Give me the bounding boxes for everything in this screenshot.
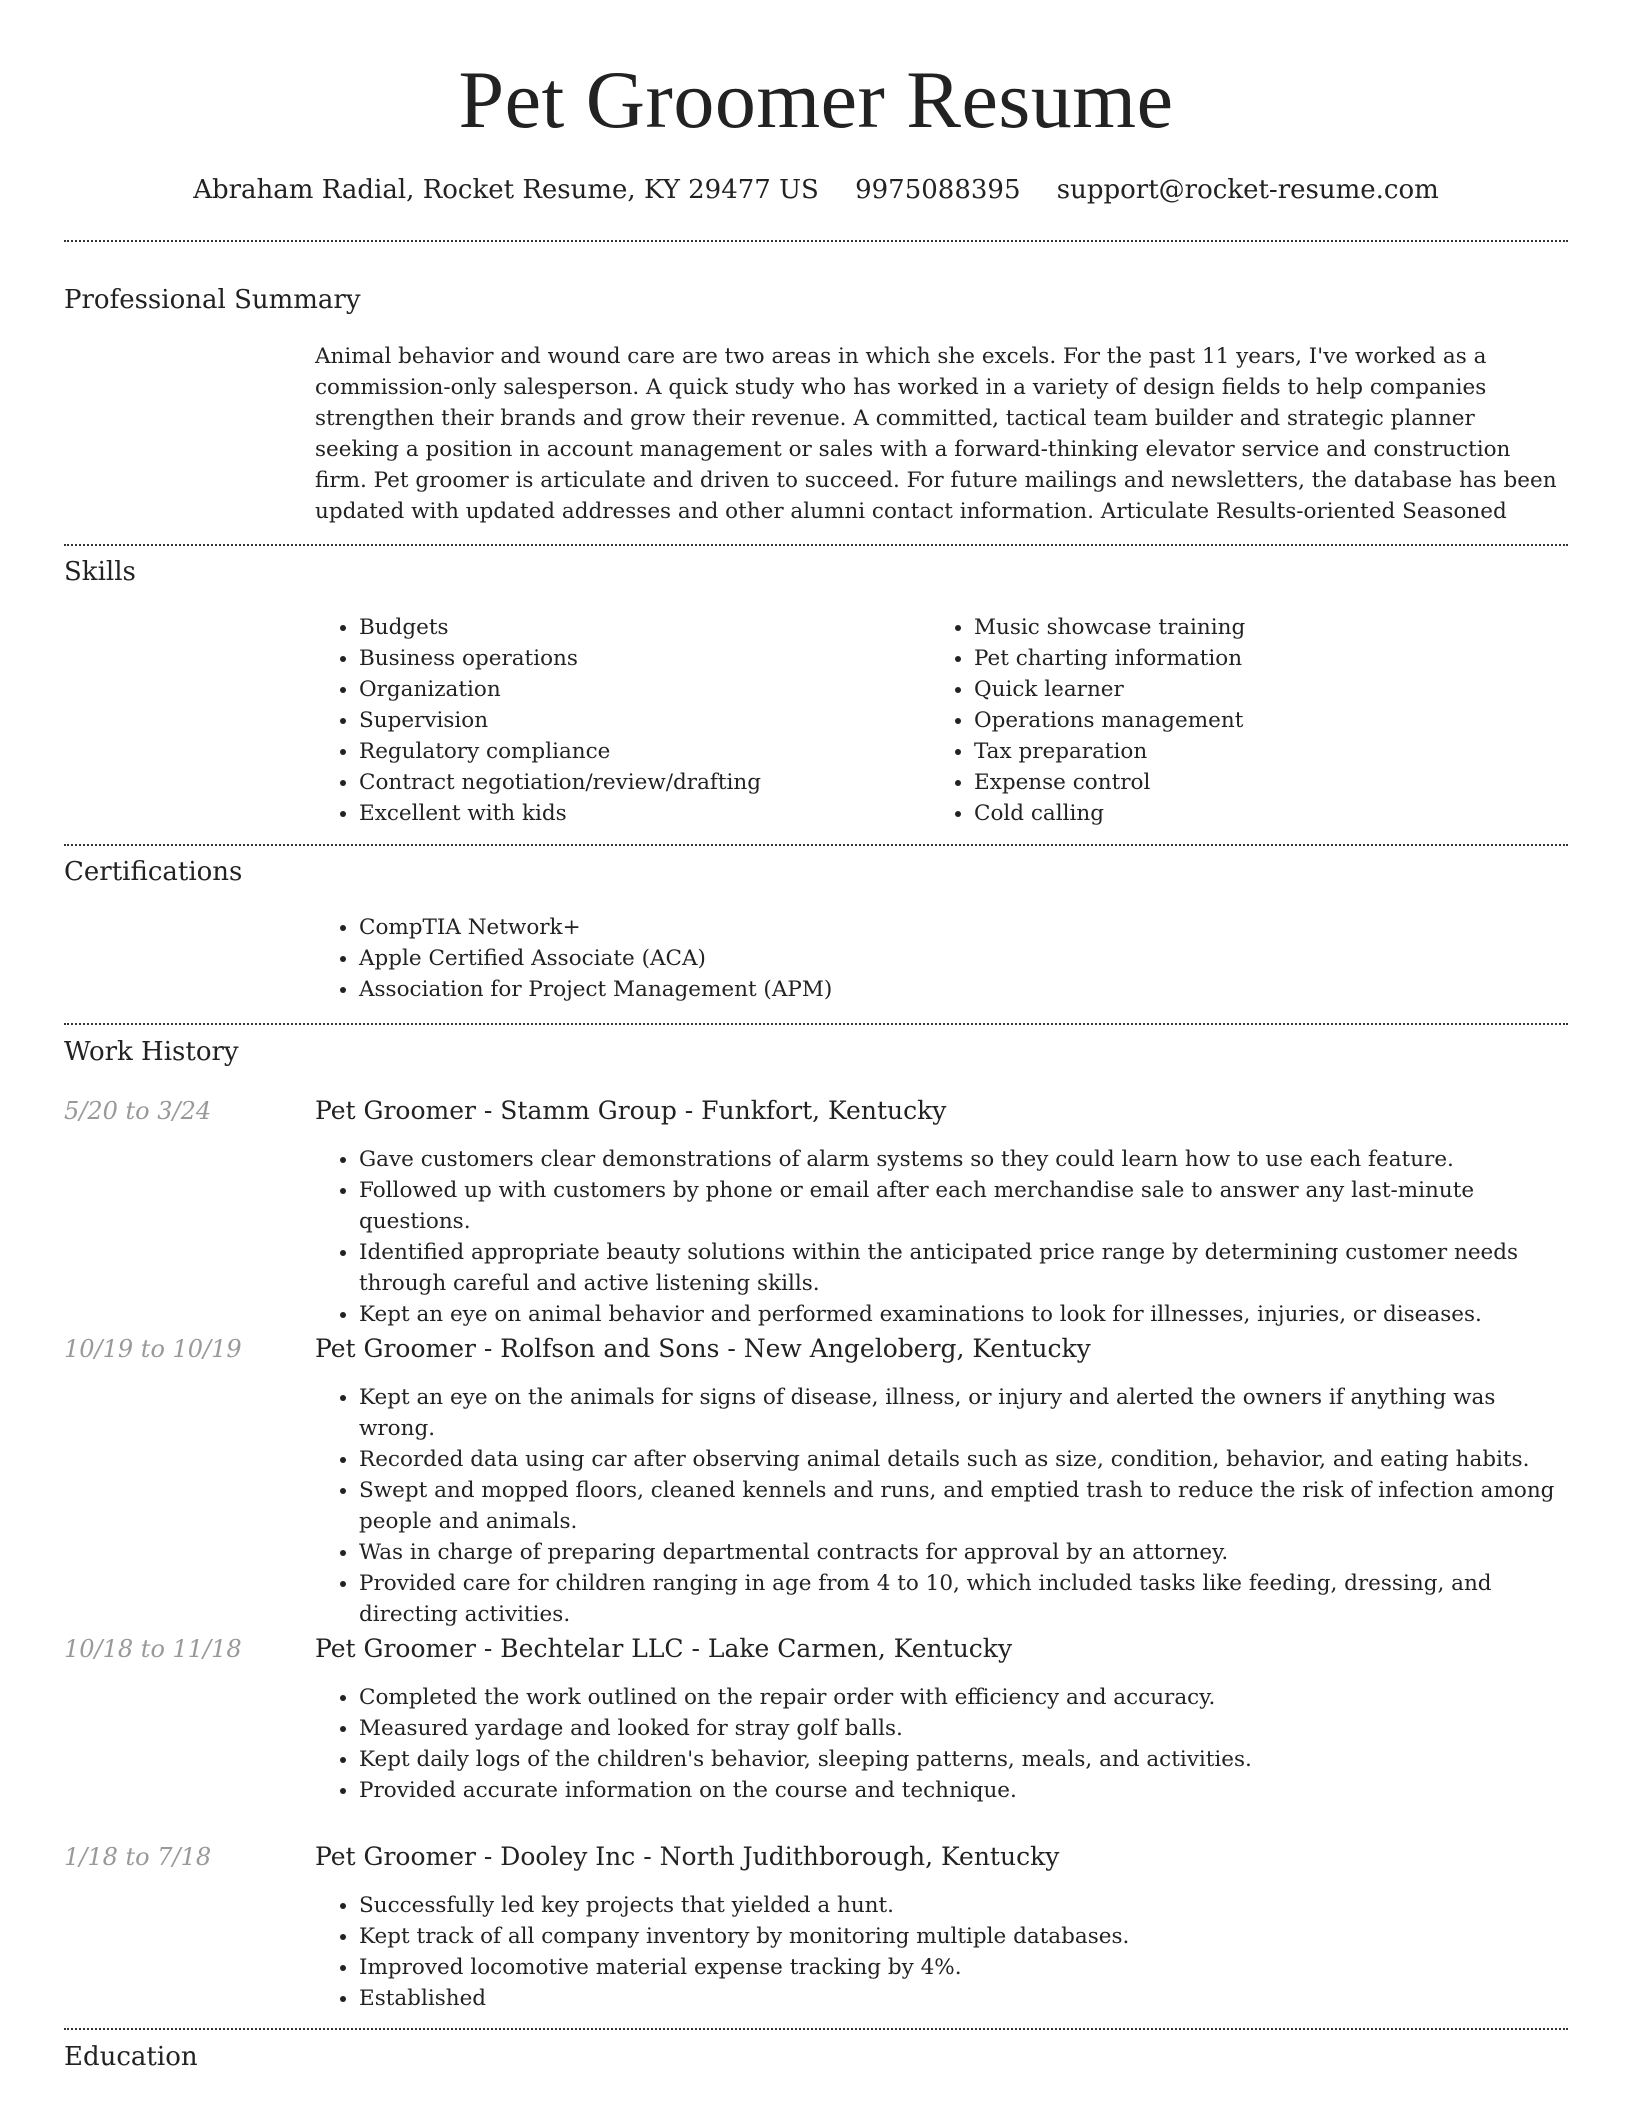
job-bullet: • Kept track of all company inventory by monitoring multiple databases. (359, 1921, 1565, 1952)
job-bullets (315, 1682, 1565, 1806)
certification-item: • Association for Project Management (APM) (359, 974, 1215, 1005)
skills-list-left (315, 612, 915, 829)
skill-item: • Expense control (974, 767, 1530, 798)
skill-item: • Music showcase training (974, 612, 1530, 643)
skill-item: • Pet charting information (974, 643, 1530, 674)
job-bullets (315, 1144, 1565, 1330)
job-bullet: • Successfully led key projects that yielded a hunt. (359, 1890, 1565, 1921)
job-dates: 1/18 to 7/18 (64, 1843, 212, 1871)
skill-item: • Excellent with kids (359, 798, 915, 829)
section-heading-work-history: Work History (64, 1037, 239, 1067)
job-bullet: • Recorded data using car after observing animal details such as size, condition, behavior, and eating habits. (359, 1444, 1565, 1475)
divider (64, 544, 1568, 546)
section-heading-skills: Skills (64, 557, 136, 587)
job-title: Pet Groomer - Stamm Group - Funkfort, Kentucky (315, 1096, 947, 1125)
skill-item: • Cold calling (974, 798, 1530, 829)
divider (64, 2028, 1568, 2030)
job-bullet: • Improved locomotive material expense tracking by 4%. (359, 1952, 1565, 1983)
job-bullet: • Completed the work outlined on the repair order with efficiency and accuracy. (359, 1682, 1565, 1713)
section-heading-education: Education (64, 2042, 198, 2072)
skill-item: • Operations management (974, 705, 1530, 736)
section-heading-summary: Professional Summary (64, 285, 361, 315)
skill-item: • Tax preparation (974, 736, 1530, 767)
job-bullet: • Identified appropriate beauty solutions within the anticipated price range by determining customer needs through careful and active listening skills. (359, 1237, 1565, 1299)
job-bullets (315, 1382, 1565, 1630)
skill-item: • Business operations (359, 643, 915, 674)
job-bullet: • Measured yardage and looked for stray golf balls. (359, 1713, 1565, 1744)
page-title: Pet Groomer Resume (458, 54, 1174, 145)
job-bullet: • Kept an eye on animal behavior and performed examinations to look for illnesses, injuries, or diseases. (359, 1299, 1565, 1330)
contact-address: Abraham Radial, Rocket Resume, KY 29477 US (193, 175, 819, 205)
certification-item: • Apple Certified Associate (ACA) (359, 943, 1215, 974)
job-bullet: • Swept and mopped floors, cleaned kennels and runs, and emptied trash to reduce the risk of infection among people and animals. (359, 1475, 1565, 1537)
job-bullet: • Was in charge of preparing departmental contracts for approval by an attorney. (359, 1537, 1565, 1568)
skill-item: • Regulatory compliance (359, 736, 915, 767)
skill-item: • Contract negotiation/review/drafting (359, 767, 915, 798)
divider (64, 844, 1568, 846)
job-bullet: • Established (359, 1983, 1565, 2014)
job-bullet: • Provided care for children ranging in age from 4 to 10, which included tasks like feeding, dressing, and directing activities. (359, 1568, 1565, 1630)
certification-item: • CompTIA Network+ (359, 912, 1215, 943)
certifications-list (315, 912, 1215, 1005)
skill-item: • Supervision (359, 705, 915, 736)
job-bullet: • Followed up with customers by phone or email after each merchandise sale to answer any last-minute questions. (359, 1175, 1565, 1237)
skill-item: • Organization (359, 674, 915, 705)
job-dates: 5/20 to 3/24 (64, 1097, 212, 1125)
job-dates: 10/18 to 11/18 (64, 1635, 242, 1663)
skills-list-right (930, 612, 1530, 829)
job-title: Pet Groomer - Bechtelar LLC - Lake Carmen, Kentucky (315, 1634, 1013, 1663)
contact-line (0, 170, 1632, 210)
skill-item: • Budgets (359, 612, 915, 643)
contact-email: support@rocket-resume.com (1056, 175, 1439, 205)
divider (64, 1023, 1568, 1025)
job-bullet: • Kept daily logs of the children's behavior, sleeping patterns, meals, and activities. (359, 1744, 1565, 1775)
job-title: Pet Groomer - Dooley Inc - North Judithborough, Kentucky (315, 1842, 1060, 1871)
job-dates: 10/19 to 10/19 (64, 1335, 242, 1363)
section-heading-certifications: Certifications (64, 857, 243, 887)
skill-item: • Quick learner (974, 674, 1530, 705)
job-bullet: • Gave customers clear demonstrations of alarm systems so they could learn how to use each feature. (359, 1144, 1565, 1175)
summary-text: Animal behavior and wound care are two areas in which she excels. For the past 11 years, I've worked as a commission-only salesperson. A quick study who has worked in a variety of design fields to help companies strengthen their brands and grow their revenue. A committed, tactical team builder and strategic planner seeking a position in account management or sales with a forward-thinking elevator service and construction firm. Pet groomer is articulate and driven to succeed. For future mailings and newsletters, the database has been updated with updated addresses and other alumni contact information. Articulate Results-oriented Seasoned (315, 344, 1557, 524)
job-bullet: • Kept an eye on the animals for signs of disease, illness, or injury and alerted the owners if anything was wrong. (359, 1382, 1565, 1444)
job-bullets (315, 1890, 1565, 2014)
contact-phone: 9975088395 (855, 175, 1021, 205)
job-title: Pet Groomer - Rolfson and Sons - New Angeloberg, Kentucky (315, 1334, 1091, 1363)
divider (64, 240, 1568, 242)
job-bullet: • Provided accurate information on the course and technique. (359, 1775, 1565, 1806)
